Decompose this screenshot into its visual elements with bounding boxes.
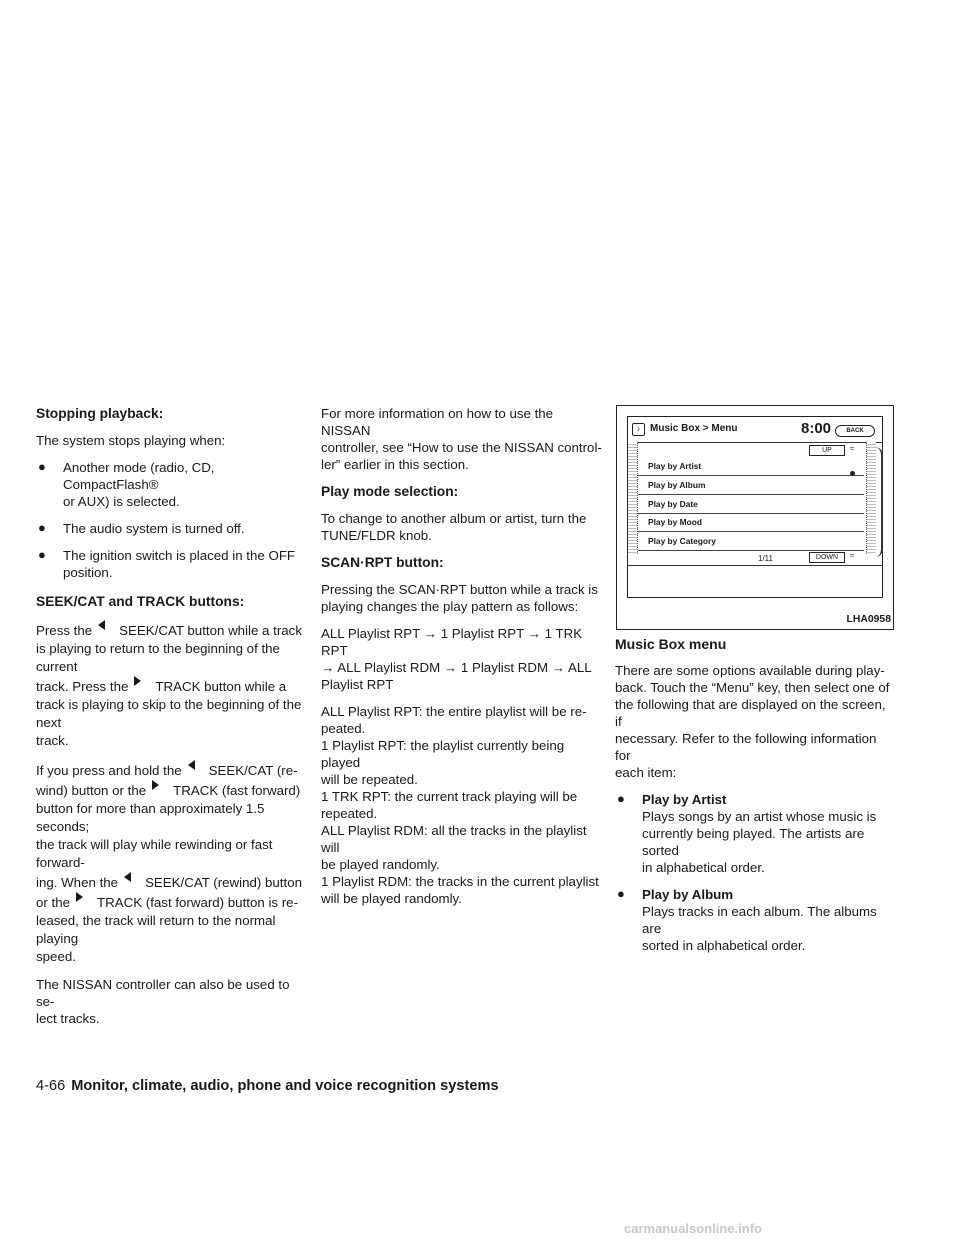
list-item: ● Play by Album Plays tracks in each album. The albums are sorted in alphabetical order. [617, 886, 877, 953]
screen-bottom-divider [628, 565, 882, 566]
play-pattern-definitions: ALL Playlist RPT: the entire playlist will be re- peated. 1 Playlist RPT: the playlist currently being played will be repeated. 1 TRK RPT: the current track playing will be repeated. ALL Playlist RDM: all the tracks in the playlist will be played randomly. 1 Playlist RDM: the tracks in the current playlist will be played randomly. [321, 704, 599, 906]
list-item: ● Another mode (radio, CD, CompactFlash® or AUX) is selected. [38, 459, 215, 509]
screen-display [627, 416, 883, 598]
left-scroll-decoration [628, 442, 638, 554]
chevron-down-icon: ≈ [850, 551, 855, 560]
track-forward-icon [152, 780, 159, 790]
seek-track-heading: SEEK/CAT and TRACK buttons: [36, 594, 245, 609]
menu-options-list [615, 791, 895, 954]
play-mode-paragraph: To change to another album or artist, turn the TUNE/FLDR knob. [321, 511, 587, 543]
stopping-playback-heading: Stopping playback: [36, 406, 164, 421]
back-button[interactable]: BACK [835, 425, 875, 437]
music-box-icon: ♪ [632, 423, 645, 436]
menu-item-play-by-album[interactable]: Play by Album [638, 476, 864, 495]
down-button[interactable]: DOWN [809, 552, 845, 563]
up-button[interactable]: UP [809, 445, 845, 456]
watermark: carmanualsonline.info [624, 1221, 762, 1236]
scroll-arc [875, 447, 883, 557]
menu-item-play-by-artist[interactable]: Play by Artist [638, 457, 864, 476]
page-indicator: 1/11 [758, 554, 773, 563]
nissan-controller-paragraph: For more information on how to use the NISSAN controller, see “How to use the NISSAN control- ler” earlier in this section. [321, 406, 602, 472]
bullet-icon: ● [617, 791, 625, 806]
bullet-icon: ● [617, 886, 625, 901]
chevron-up-icon: ≈ [850, 444, 855, 453]
page-footer [36, 1078, 499, 1095]
music-box-menu-heading: Music Box menu [615, 636, 727, 652]
music-box-menu-figure [616, 405, 894, 630]
scroll-knob-icon [850, 471, 855, 476]
seek-rewind-icon [98, 620, 105, 630]
bullet-icon: ● [38, 547, 46, 562]
stop-intro: The system stops playing when: [36, 433, 226, 448]
screen-header [628, 417, 882, 443]
section-title: Monitor, climate, audio, phone and voice recognition systems [71, 1078, 499, 1094]
column-3 [615, 635, 895, 966]
figure-label: LHA0958 [846, 614, 891, 625]
music-box-intro: There are some options available during play- back. Touch the “Menu” key, then select one of the following that are displayed on the screen, if necessary. Refer to the following information for each item: [615, 663, 890, 780]
menu-item-play-by-date[interactable]: Play by Date [638, 495, 864, 514]
list-item: ● The ignition switch is placed in the OFF position. [38, 547, 296, 580]
clock: 8:00 [801, 420, 832, 437]
play-mode-heading: Play mode selection: [321, 484, 459, 499]
screen-title: Music Box > Menu [650, 423, 738, 434]
list-item: ● The audio system is turned off. [38, 520, 245, 536]
seek-paragraph-3: The NISSAN controller can also be used to se- lect tracks. [36, 977, 290, 1026]
scan-rpt-paragraph: Pressing the SCAN·RPT button while a track is playing changes the play pattern as follows: [321, 582, 598, 614]
menu-item-play-by-mood[interactable]: Play by Mood [638, 513, 864, 532]
bullet-icon: ● [38, 520, 46, 535]
track-forward-icon [134, 676, 141, 686]
scan-rpt-heading: SCAN·RPT button: [321, 555, 444, 570]
play-pattern-sequence: ALL Playlist RPT → 1 Playlist RPT → 1 TRK RPT → ALL Playlist RDM → 1 Playlist RDM → ALL Playlist RPT [321, 626, 592, 692]
menu-item-play-by-category[interactable]: Play by Category [638, 532, 864, 551]
bullet-icon: ● [38, 459, 46, 474]
track-forward-icon [76, 892, 83, 902]
seek-paragraph-2: If you press and hold the SEEK/CAT (re- wind) button or the TRACK (fast forward) button for more than approximately 1.5 seconds; the track will play while rewinding or fast forward- ing. When the SEEK/CAT (rewind) button or the TRACK (fast forward) button is re- leased, the track will return to the normal playing speed. [36, 760, 308, 966]
page-number: 4-66 [36, 1078, 66, 1094]
column-1 [36, 405, 308, 1037]
seek-rewind-icon [124, 872, 131, 882]
seek-paragraph-1: Press the SEEK/CAT button while a track is playing to return to the beginning of the current track. Press the TRACK button while a track is playing to skip to the beginning of the next track. [36, 620, 308, 750]
stop-conditions-list [36, 459, 308, 581]
list-item: ● Play by Artist Plays songs by an artist whose music is currently being played. The artists are sorted in alphabetical order. [617, 791, 877, 875]
seek-rewind-icon [188, 760, 195, 770]
column-2 [321, 405, 602, 917]
